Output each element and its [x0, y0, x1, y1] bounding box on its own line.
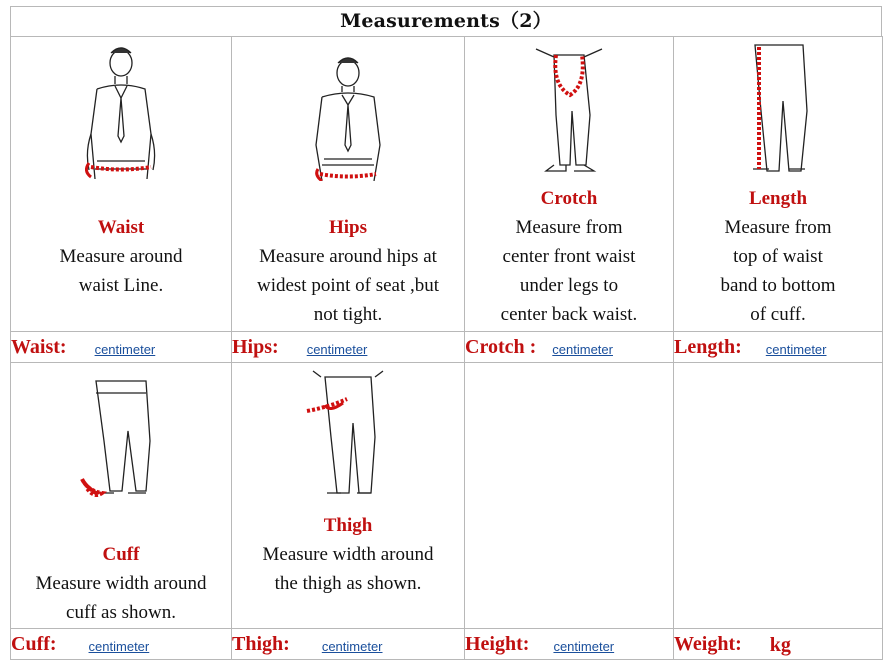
cuff-field[interactable]	[11, 629, 232, 660]
trousers-length-illustration	[674, 41, 882, 181]
waist-desc-line: Measure around	[59, 246, 183, 267]
crotch-field[interactable]	[465, 332, 674, 363]
length-field[interactable]	[674, 332, 883, 363]
crotch-desc-line: Measure from	[515, 217, 623, 238]
crotch-cell	[465, 37, 674, 332]
crotch-label: Crotch :	[465, 336, 537, 358]
waist-label: Waist:	[11, 336, 67, 358]
thigh-field[interactable]	[232, 629, 465, 660]
hips-unit[interactable]: centimeter	[306, 342, 368, 357]
waist-cell	[11, 37, 232, 332]
waist-unit[interactable]: centimeter	[94, 342, 156, 357]
length-desc-line: of cuff.	[750, 304, 806, 325]
page-title: Measurements（2）	[10, 6, 882, 36]
cuff-title: Cuff	[102, 544, 140, 565]
crotch-title: Crotch	[540, 188, 598, 209]
waist-title: Waist	[97, 217, 145, 238]
hips-label: Hips:	[232, 336, 279, 358]
weight-unit[interactable]: kg	[769, 634, 791, 656]
thigh-title: Thigh	[323, 515, 373, 536]
thigh-unit[interactable]: centimeter	[321, 639, 383, 654]
waist-field[interactable]	[11, 332, 232, 363]
waist-desc-line: waist Line.	[78, 275, 164, 296]
empty-cell	[465, 363, 674, 629]
crotch-desc-line: under legs to	[519, 275, 619, 296]
trousers-cuff-illustration	[11, 367, 231, 507]
weight-field[interactable]	[674, 629, 883, 660]
crotch-unit[interactable]: centimeter	[552, 342, 613, 357]
measurements-table	[10, 36, 883, 660]
crotch-desc-line: center back waist.	[500, 304, 638, 325]
thigh-desc-line: the thigh as shown.	[274, 573, 422, 594]
empty-cell	[674, 363, 883, 629]
weight-label: Weight:	[674, 633, 742, 655]
hips-desc-line: widest point of seat ,but	[256, 275, 440, 296]
height-field[interactable]	[465, 629, 674, 660]
length-title: Length	[748, 188, 808, 209]
length-desc-line: top of waist	[733, 246, 823, 267]
length-cell	[674, 37, 883, 332]
length-label: Length:	[674, 336, 742, 358]
cuff-desc-line: Measure width around	[35, 573, 207, 594]
trousers-crotch-illustration	[465, 41, 673, 181]
man-hips-illustration	[232, 41, 464, 181]
cuff-unit[interactable]: centimeter	[88, 639, 150, 654]
trousers-thigh-illustration	[232, 367, 464, 507]
cuff-label: Cuff:	[11, 633, 57, 655]
length-desc-line: Measure from	[724, 217, 832, 238]
height-unit[interactable]: centimeter	[553, 639, 615, 654]
cuff-desc-line: cuff as shown.	[66, 602, 176, 623]
cuff-cell	[11, 363, 232, 629]
crotch-desc-line: center front waist	[502, 246, 636, 267]
length-desc-line: band to bottom	[720, 275, 836, 296]
height-label: Height:	[465, 633, 530, 655]
length-unit[interactable]: centimeter	[765, 342, 827, 357]
thigh-label: Thigh:	[232, 633, 290, 655]
thigh-desc-line: Measure width around	[262, 544, 434, 565]
hips-title: Hips	[328, 217, 368, 238]
man-waist-illustration	[11, 41, 231, 181]
hips-desc-line: not tight.	[313, 304, 383, 325]
hips-desc-line: Measure around hips at	[259, 246, 437, 267]
hips-field[interactable]	[232, 332, 465, 363]
hips-cell	[232, 37, 465, 332]
thigh-cell	[232, 363, 465, 629]
